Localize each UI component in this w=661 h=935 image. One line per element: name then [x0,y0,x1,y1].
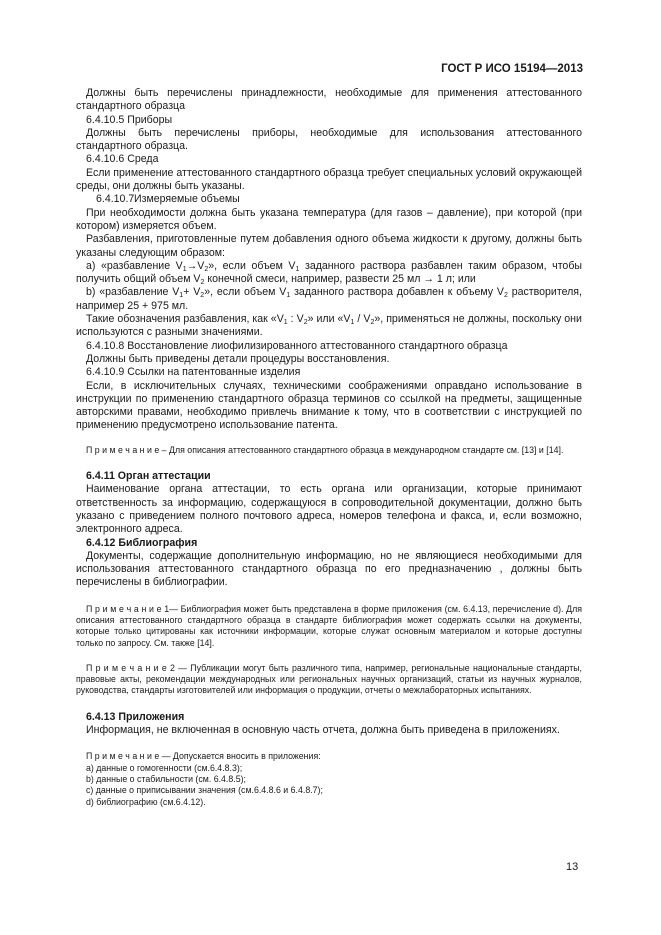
subscript: 1 [286,292,291,300]
note-text: – Для описания аттестованного стандартного образца в международном стандарте см. [13] и [14]. [159,444,564,455]
paragraph [76,313,582,340]
list-item [76,286,582,313]
subscript: 2 [503,292,508,300]
subscript: 2 [370,319,375,327]
paragraph: Разбавления, приготовленные путем добавления одного объема жидкости к другому, должны быть указаны следующим образом: [76,233,582,259]
list-item: d) библиографию (см.6.4.12). [86,796,206,807]
section-heading: 6.4.10.8 Восстановление лиофилизированного аттестованного стандартного образца [86,339,508,352]
list-item [76,260,582,287]
section-heading: 6.4.10.6 Среда [86,153,159,166]
paragraph: При необходимости должна быть указана температура (для газов – давление), при которой (при котором) измеряется объем. [76,206,582,232]
list-item: а) данные о гомогенности (см.6.4.8.3); [86,762,243,773]
text-run: →V [186,259,205,272]
section-heading [76,193,582,206]
spacer [76,433,582,445]
note-text: 1— Библиография может быть представлена в форме приложения (см. 6.4.13, перечисление d). Для описания аттестованного стандартного образца в стандарте библиография может содержать ссылки на документы, которые только цитированы как источники информации, которые служат основным материалом и которые доступны только по запросу. См. также [14]. [76,603,582,648]
paragraph: Если применение аттестованного стандартного образца требует специальных условий окружающей среды, они должны быть указаны. [76,166,583,193]
text-run: », если объем V [204,286,287,299]
spacer [76,649,582,663]
document-code-header: ГОСТ Р ИСО 15194—2013 [441,63,583,75]
text-run: Такие обозначения разбавления, как «V [86,313,284,326]
section-heading: 6.4.13 Приложения [86,710,185,723]
document-body [76,87,582,808]
section-number: 6.4.10.7 [96,193,135,206]
note-label: П р и м е ч а н и е [86,444,160,455]
note [76,604,582,649]
text-run: а) «разбавление V [86,259,183,272]
note-label: П р и м е ч а н и е [86,603,162,614]
text-run: », если объем V [208,259,296,272]
note-text: 2 — Публикации могут быть различного типа, например, региональные национальные стандарты, правовые акты, рекомендации международных или региональных научных организаций, статьи из научных журналов, руководства, стандарты изготовителей или информация о продукции, отчеты о межлабораторных испытаниях. [76,662,582,696]
subscript: 2 [303,319,308,327]
text-run: заданного раствора разбавлен таким образом, чтобы получить общий объем V [76,259,583,286]
text-run: b) «разбавление V [86,286,180,299]
section-heading: 6.4.11 Орган аттестации [86,470,211,483]
note [76,445,582,456]
section-heading: 6.4.10.5 Приборы [86,113,173,126]
spacer [76,456,582,470]
spacer [76,737,582,751]
spacer [76,590,582,604]
subscript: 1 [179,292,184,300]
paragraph: Должны быть перечислены принадлежности, необходимые для применения аттестованного стандартного образца [76,87,582,113]
text-run: заданного раствора добавлен к объему V [290,286,504,299]
text-run: » или «V [307,313,351,326]
paragraph: Должны быть приведены детали процедуры восстановления. [86,352,390,365]
list-item: b) данные о стабильности (см. 6.4.8.5); [86,773,246,784]
text-run: », применяться не должны, поскольку они используются с разными значениями. [76,313,582,339]
note [76,663,582,697]
text-run: конечной смеси, например, развести 25 мл → 1 л; или [204,273,476,286]
paragraph: Должны быть перечислены приборы, необходимые для использования аттестованного стандартного образца. [76,126,582,153]
subscript: 2 [204,265,209,273]
text-run: + V [183,286,201,299]
note-text: — Допускается вносить в приложения: [159,751,321,762]
subscript: 1 [295,265,300,273]
page-number: 13 [566,861,579,873]
text-run: : V [287,313,304,326]
paragraph: Информация, не включенная в основную часть отчета, должна быть приведена в приложениях. [86,724,560,737]
spacer [76,697,582,711]
text-run: / V [354,313,371,326]
section-heading: 6.4.12 Библиография [86,536,198,549]
paragraph: Наименование органа аттестации, то есть органа или организации, которые принимают ответственность за информацию, содержащуюся в сопроводительной документации, должно быть указано с приведением полного почтового адреса, номеров телефона и факса, и, если возможно, электронного адреса. [76,483,582,536]
subscript: 2 [200,279,205,287]
note [76,751,582,762]
paragraph: Если, в исключительных случаях, техническими соображениями оправдано использование в инструкции по применению стандартного образца терминов со ссылкой на предметы, защищенные авторскими правами, необходимо привлечь внимание к тому, что в соответствии с инструкцией по применению предусмотрено использование патента. [76,379,582,432]
list-item: c) данные о приписывании значения (см.6.4.8.6 и 6.4.8.7); [86,785,323,796]
subscript: 1 [182,265,187,273]
section-title: Измеряемые объемы [134,193,240,206]
subscript: 1 [283,319,288,327]
text-run: растворителя, например 25 + 975 мл. [76,286,582,312]
note-label: П р и м е ч а н и е [86,751,160,762]
subscript: 2 [200,292,205,300]
subscript: 1 [350,319,355,327]
note-label: П р и м е ч а н и е [86,662,167,673]
section-heading: 6.4.10.9 Ссылки на патентованные изделия [86,366,301,379]
paragraph: Документы, содержащие дополнительную информацию, но не являющиеся необходимыми для использования аттестованного стандартного образца по его предназначению , должны быть перечислены в библиографии. [76,549,582,589]
